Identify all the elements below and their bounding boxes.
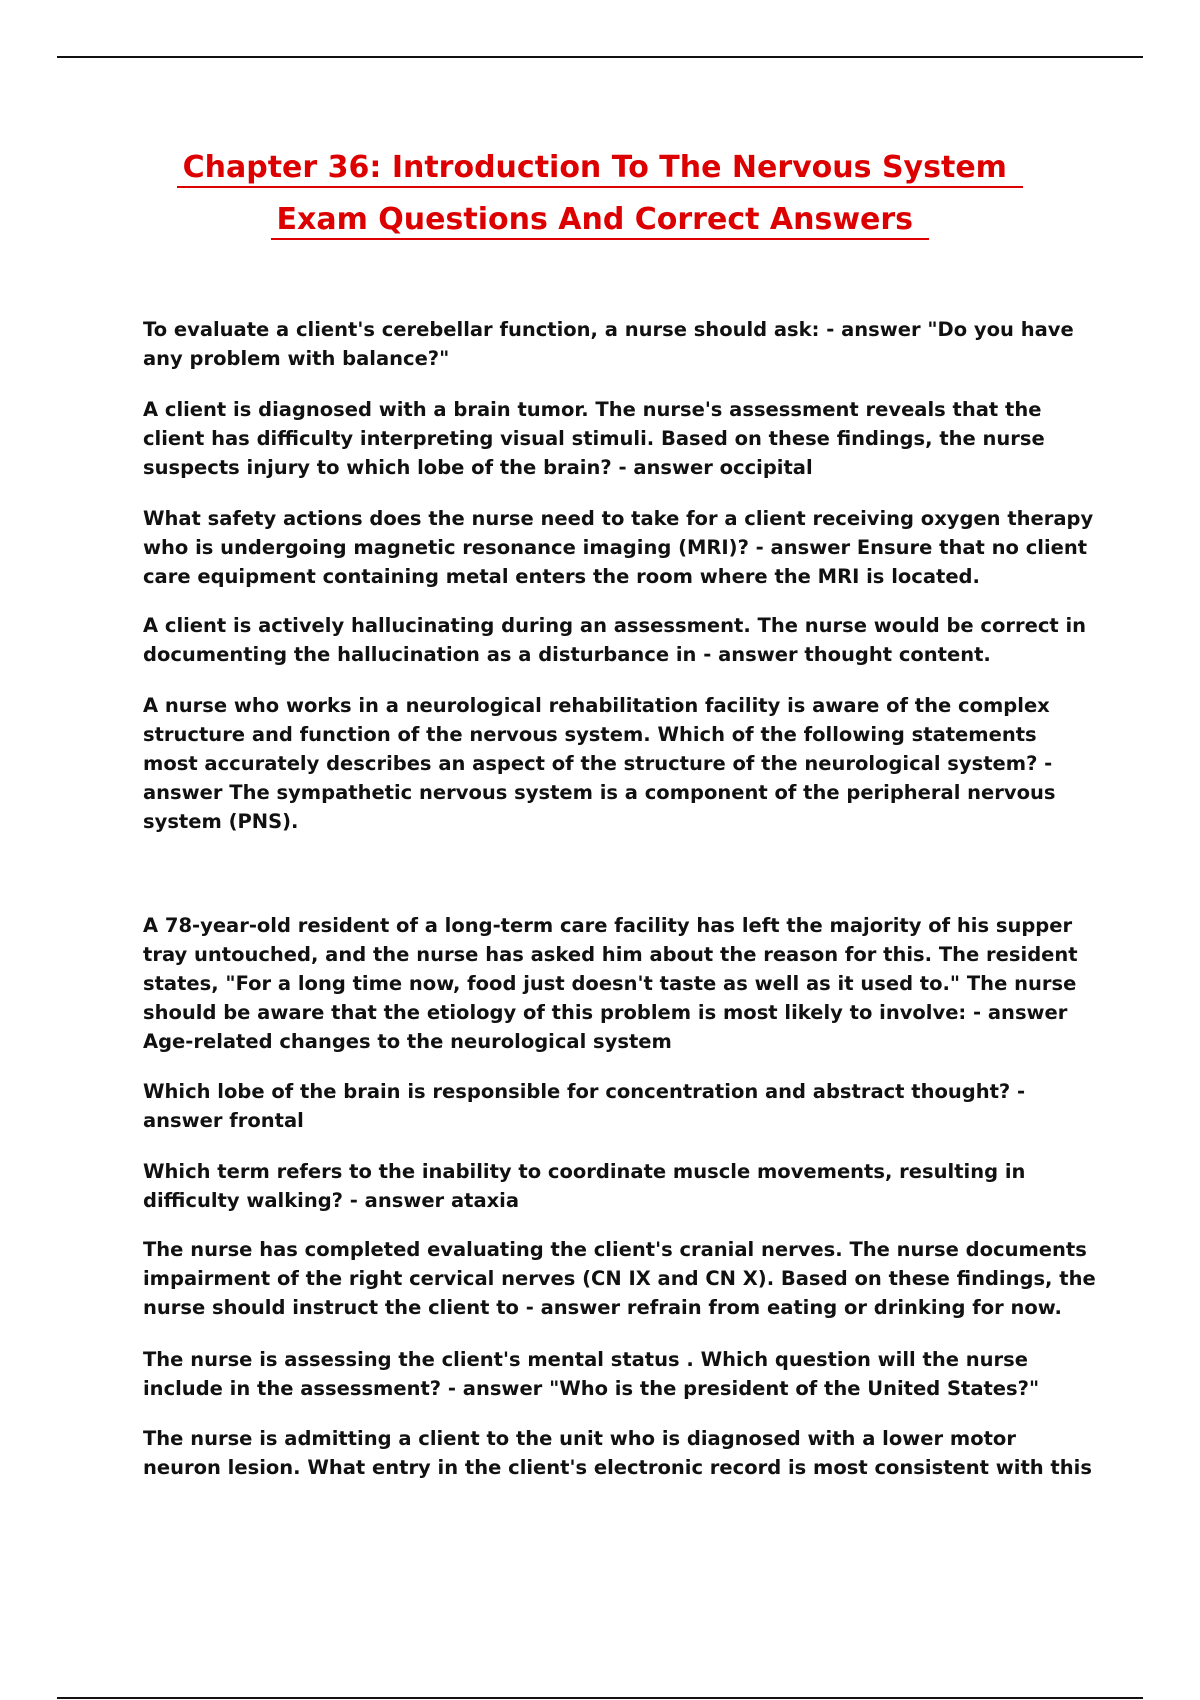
qa-item-1: To evaluate a client's cerebellar function, a nurse should ask: - answer "Do you have any problem with balance?" [143,318,1074,370]
qa-item-9: The nurse has completed evaluating the client's cranial nerves. The nurse documents impairment of the right cervical nerves (CN IX and CN X). Based on these findings, the nurse should instruct the client to - answer refrain from eating or drinking for now. [143,1238,1096,1319]
title-text-1: Chapter 36: Introduction To The Nervous System [177,150,1024,188]
document-title-line-1 [0,142,1200,194]
top-divider [57,56,1143,58]
qa-item-10: The nurse is assessing the client's mental status . Which question will the nurse include in the assessment? - answer "Who is the president of the United States?" [143,1348,1040,1400]
qa-item-11: The nurse is admitting a client to the unit who is diagnosed with a lower motor neuron lesion. What entry in the client's electronic record is most consistent with this [143,1427,1092,1479]
bottom-divider [57,1697,1143,1699]
qa-item-4: A client is actively hallucinating during an assessment. The nurse would be correct in documenting the hallucination as a disturbance in - answer thought content. [143,614,1087,666]
qa-item-7: Which lobe of the brain is responsible for concentration and abstract thought? - answer frontal [143,1080,1026,1132]
qa-item-8: Which term refers to the inability to coordinate muscle movements, resulting in difficulty walking? - answer ataxia [143,1160,1026,1212]
qa-item-5: A nurse who works in a neurological rehabilitation facility is aware of the complex structure and function of the nervous system. Which of the following statements most accurately describes an aspect of the structure of the neurological system? - answer The sympathetic nervous system is a component of the peripheral nervous system (PNS). [143,694,1056,833]
qa-item-2: A client is diagnosed with a brain tumor. The nurse's assessment reveals that the client has difficulty interpreting visual stimuli. Based on these findings, the nurse suspects injury to which lobe of the brain? - answer occipital [143,398,1045,479]
document-title-line-2 [0,194,1200,246]
title-text-2: Exam Questions And Correct Answers [271,202,930,240]
qa-item-6: A 78-year-old resident of a long-term care facility has left the majority of his supper tray untouched, and the nurse has asked him about the reason for this. The resident states, "For a long time now, food just doesn't taste as well as it used to." The nurse should be aware that the etiology of this problem is most likely to involve: - answer Age-related changes to the neurological system [143,914,1078,1053]
qa-item-3: What safety actions does the nurse need to take for a client receiving oxygen therapy who is undergoing magnetic resonance imaging (MRI)? - answer Ensure that no client care equipment containing metal enters the room where the MRI is located. [143,507,1094,588]
